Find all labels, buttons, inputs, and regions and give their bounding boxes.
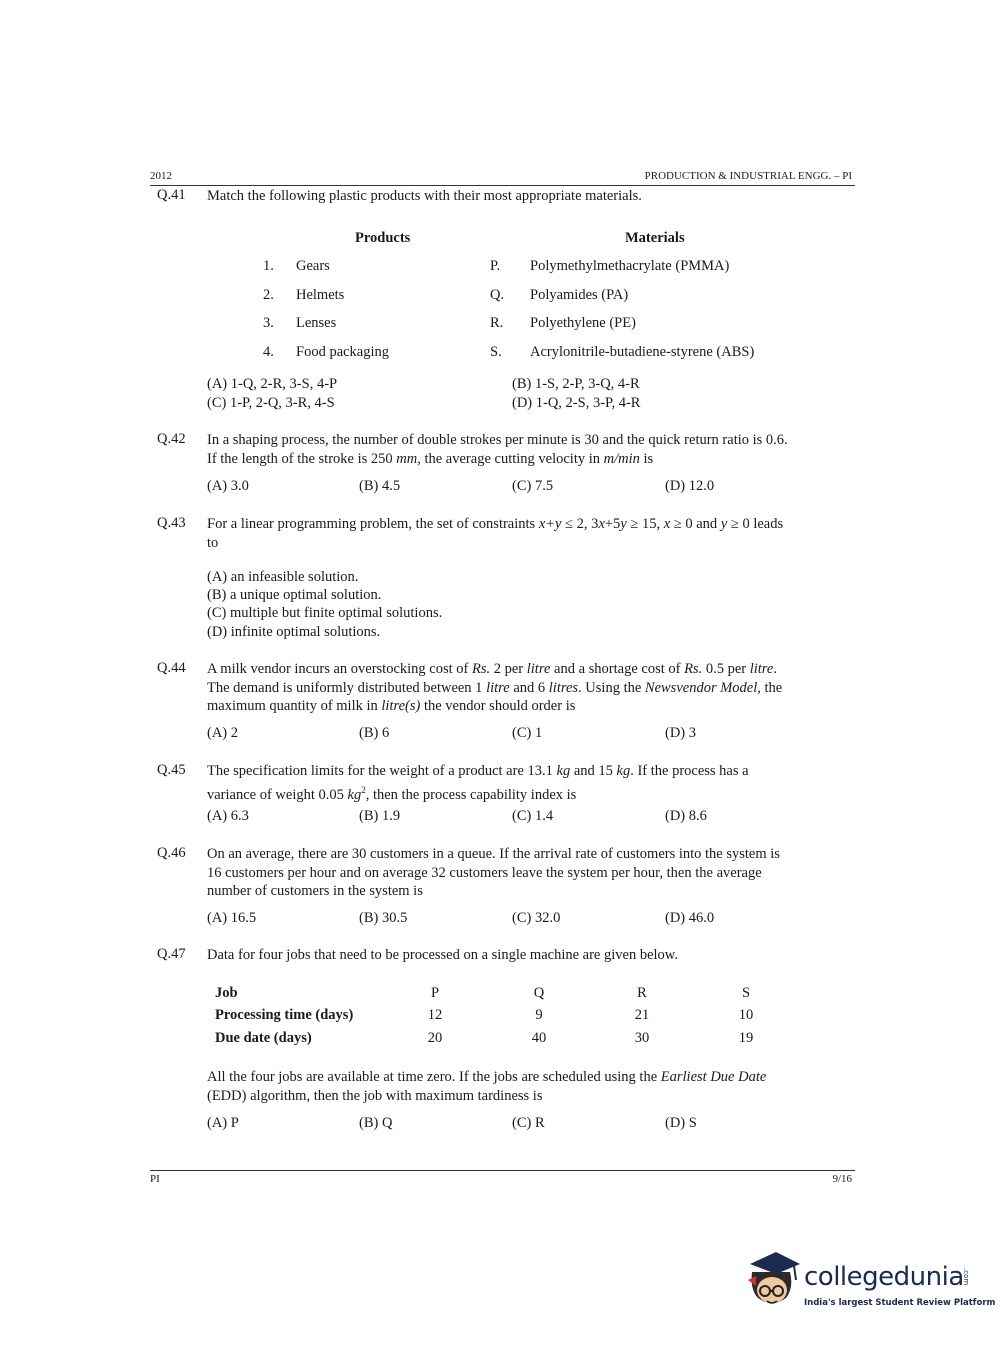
text-run: , the average cutting velocity in: [417, 450, 604, 467]
q46-number: Q.46: [157, 845, 186, 861]
unit: litre(s): [381, 698, 421, 714]
unit: litres: [548, 679, 579, 696]
q41-product-name: Gears: [296, 258, 330, 274]
text-run: ≥ 15,: [626, 516, 664, 532]
q43-number: Q.43: [157, 515, 186, 531]
q41-product-num: 4.: [263, 344, 274, 360]
text-run: 0.5 per: [702, 661, 750, 677]
text-run: +5: [604, 516, 621, 532]
q46-option-d: (D) 46.0: [665, 910, 715, 926]
q41-material-name: Acrylonitrile-butadiene-styrene (ABS): [530, 344, 755, 360]
q45-option-a: (A) 6.3: [207, 808, 249, 824]
footer-rule: [150, 1170, 855, 1171]
q42-number: Q.42: [157, 431, 186, 447]
q42-option-c: (C) 7.5: [512, 478, 554, 494]
q45-line: [207, 781, 843, 804]
unit: litre: [526, 661, 551, 677]
q46-line: 16 customers per hour and on average 32 customers leave the system per hour, then the average: [207, 864, 762, 881]
text-run: and a shortage cost of: [550, 661, 685, 677]
math-var: y: [620, 516, 627, 532]
q44-line: [207, 679, 843, 698]
footer-code: PI: [150, 1173, 160, 1185]
q45-number: Q.45: [157, 762, 186, 778]
q41-product-name: Food packaging: [296, 344, 390, 360]
q42-line: In a shaping process, the number of double strokes per minute is 30 and the quick return ratio is 0.6.: [207, 432, 788, 448]
q41-material-key: R.: [490, 315, 504, 331]
q47-line: [207, 1068, 843, 1087]
q41-text: Match the following plastic products with their most appropriate materials.: [207, 188, 642, 204]
header-year: 2012: [150, 170, 172, 182]
q43-option-c: (C) multiple but finite optimal solutions.: [207, 605, 443, 621]
text-run: .: [773, 661, 777, 677]
q47-number: Q.47: [157, 946, 186, 962]
q47-cell: 30: [634, 1030, 650, 1046]
q41-product-num: 2.: [263, 287, 274, 303]
superscript: 2: [361, 784, 366, 795]
q41-material-name: Polyamides (PA): [530, 287, 629, 303]
logo-suffix: .com: [962, 1268, 970, 1286]
q42-option-a: (A) 3.0: [207, 478, 249, 494]
unit: litre: [486, 679, 510, 696]
q47-line: (EDD) algorithm, then the job with maximum tardiness is: [207, 1087, 543, 1104]
q44-option-a: (A) 2: [207, 725, 239, 741]
q41-option-d: (D) 1-Q, 2-S, 3-P, 4-R: [512, 395, 641, 411]
q47-cell: R: [637, 985, 647, 1001]
unit: kg: [556, 763, 571, 779]
q46-option-b: (B) 30.5: [359, 910, 408, 926]
q47-paragraph: [207, 1068, 843, 1105]
q42-text: [207, 431, 843, 468]
unit: litre: [749, 661, 774, 677]
q43-option-d: (D) infinite optimal solutions.: [207, 624, 381, 640]
q47-cell: 40: [531, 1030, 547, 1046]
text-run: , then the process capability index is: [365, 786, 577, 803]
q45-line: [207, 762, 843, 781]
math-var: x: [598, 516, 605, 532]
q42-line: [207, 450, 843, 469]
text-run: ≥ 0 and: [670, 516, 721, 532]
q41-products-heading: Products: [355, 230, 411, 246]
currency: Rs.: [684, 661, 703, 677]
q41-material-name: Polymethylmethacrylate (PMMA): [530, 258, 730, 274]
q47-cell: 21: [634, 1007, 650, 1023]
header-paper-title: PRODUCTION & INDUSTRIAL ENGG. – PI: [644, 170, 852, 182]
q43-text: [207, 515, 843, 552]
text-run: 2 per: [490, 661, 527, 677]
q43-option-b: (B) a unique optimal solution.: [207, 587, 382, 603]
q44-option-c: (C) 1: [512, 725, 543, 741]
text-run: The specification limits for the weight of a product are 13.1: [207, 763, 557, 779]
text-run: maximum quantity of milk in: [207, 698, 382, 714]
q44-line: [207, 697, 843, 716]
q43-option-a: (A) an infeasible solution.: [207, 569, 359, 585]
logo-wordmark: collegedunia: [804, 1262, 964, 1292]
q41-option-c: (C) 1-P, 2-Q, 3-R, 4-S: [207, 395, 335, 411]
q41-material-key: P.: [490, 258, 501, 274]
q42-option-b: (B) 4.5: [359, 478, 401, 494]
q44-line: [207, 660, 843, 679]
q41-option-b: (B) 1-S, 2-P, 3-Q, 4-R: [512, 376, 640, 392]
q47-option-d: (D) S: [665, 1115, 697, 1131]
text-run: and 15: [570, 763, 617, 779]
q47-cell: 20: [427, 1030, 443, 1046]
math-var: x+y: [538, 516, 562, 532]
q46-line: On an average, there are 30 customers in a queue. If the arrival rate of customers into the system is: [207, 846, 780, 862]
q44-number: Q.44: [157, 660, 186, 676]
text-run: A milk vendor incurs an overstocking cost of: [207, 661, 472, 677]
text-run: is: [639, 450, 654, 467]
text-run: ≥ 0 leads: [727, 516, 784, 532]
q41-product-num: 1.: [263, 258, 274, 274]
q47-cell: 10: [738, 1007, 754, 1023]
q41-material-key: S.: [490, 344, 502, 360]
q41-material-name: Polyethylene (PE): [530, 315, 636, 331]
q47-cell: 9: [535, 1007, 543, 1023]
math-var: y: [720, 516, 728, 532]
q44-text: [207, 660, 843, 716]
q42-option-d: (D) 12.0: [665, 478, 715, 494]
q45-option-b: (B) 1.9: [359, 808, 401, 824]
text-run: All the four jobs are available at time zero. If the jobs are scheduled using the: [207, 1069, 661, 1085]
q47-row-label: Job: [215, 985, 238, 1001]
text-run: . If the process has a: [630, 763, 749, 779]
q47-option-a: (A) P: [207, 1115, 239, 1131]
q47-cell: P: [430, 985, 440, 1001]
q41-materials-heading: Materials: [625, 230, 685, 246]
mascot-icon: [742, 1250, 804, 1312]
q47-cell: S: [741, 985, 751, 1001]
q44-option-d: (D) 3: [665, 725, 697, 741]
text-run: , the: [757, 679, 783, 696]
q41-product-name: Lenses: [296, 315, 337, 331]
q41-material-key: Q.: [490, 287, 505, 303]
q47-cell: 19: [738, 1030, 754, 1046]
model-name: Newsvendor Model: [644, 679, 758, 696]
logo-tagline: India's largest Student Review Platform: [804, 1298, 996, 1308]
text-run: the vendor should order is: [420, 698, 576, 714]
unit-m-per-min: m/min: [603, 450, 640, 467]
q41-number: Q.41: [157, 187, 186, 203]
footer-page-number: 9/16: [832, 1173, 852, 1185]
unit: kg: [347, 786, 362, 803]
q46-line: number of customers in the system is: [207, 883, 423, 899]
unit-mm: mm: [396, 450, 418, 467]
q44-option-b: (B) 6: [359, 725, 390, 741]
text-run: The demand is uniformly distributed between 1: [207, 679, 487, 696]
text-run: variance of weight 0.05: [207, 786, 348, 803]
q46-option-a: (A) 16.5: [207, 910, 257, 926]
q47-option-c: (C) R: [512, 1115, 545, 1131]
q47-option-b: (B) Q: [359, 1115, 393, 1131]
q41-product-num: 3.: [263, 315, 274, 331]
text-run: ≤ 2, 3: [561, 516, 599, 532]
q45-text: [207, 762, 843, 804]
q47-row-label: Due date (days): [215, 1030, 312, 1046]
q47-row-label: Processing time (days): [215, 1007, 354, 1023]
q41-option-a: (A) 1-Q, 2-R, 3-S, 4-P: [207, 376, 338, 392]
q47-text: Data for four jobs that need to be processed on a single machine are given below.: [207, 947, 678, 963]
q43-line: [207, 515, 843, 534]
q41-product-name: Helmets: [296, 287, 345, 303]
q46-text: [207, 845, 843, 901]
q45-option-c: (C) 1.4: [512, 808, 554, 824]
text-run: . Using the: [578, 679, 645, 696]
algorithm-name: Earliest Due Date: [660, 1069, 767, 1085]
text-run: If the length of the stroke is 250: [207, 450, 397, 467]
text-run: For a linear programming problem, the set of constraints: [207, 516, 539, 532]
q43-line: to: [207, 534, 219, 551]
q45-option-d: (D) 8.6: [665, 808, 707, 824]
unit: kg: [616, 763, 631, 779]
math-var: x: [663, 516, 671, 532]
currency: Rs.: [471, 661, 491, 677]
q47-cell: Q: [533, 985, 545, 1001]
header-rule: [150, 185, 855, 186]
text-run: and 6: [509, 679, 549, 696]
q47-cell: 12: [427, 1007, 443, 1023]
q46-option-c: (C) 32.0: [512, 910, 561, 926]
